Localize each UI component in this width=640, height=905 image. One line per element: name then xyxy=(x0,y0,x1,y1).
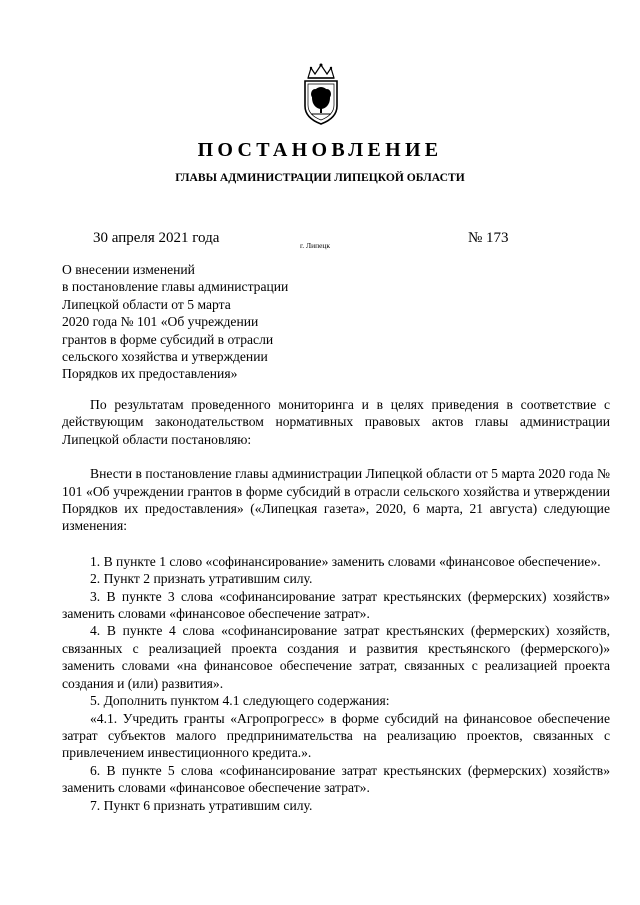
subject-line: сельского хозяйства и утверждении xyxy=(62,349,268,365)
subject-line: 2020 года № 101 «Об учреждении xyxy=(62,314,259,330)
document-number: № 173 xyxy=(468,230,509,246)
document-date: 30 апреля 2021 года xyxy=(93,230,220,246)
document-place: г. Липецк xyxy=(300,241,331,250)
preamble-paragraph: По результатам проведенного мониторинга и в целях приведения в соответствие с действующим законодательством нормативных правовых актов главы администрации Липецкой области постановляю: xyxy=(62,397,610,447)
amendment-item: 7. Пункт 6 признать утратившим силу. xyxy=(90,797,313,813)
subject-line: Порядков их предоставления» xyxy=(62,366,238,382)
subject-line: О внесении изменений xyxy=(62,262,195,277)
amendment-item: 2. Пункт 2 признать утратившим силу. xyxy=(90,571,313,587)
amendment-item: 6. В пункте 5 слова «софинансирование затрат крестьянских (фермерских) хозяйств» заменить словами «финансовое обеспечение затрат». xyxy=(62,762,610,796)
issuing-authority: ГЛАВЫ АДМИНИСТРАЦИИ ЛИПЕЦКОЙ ОБЛАСТИ xyxy=(175,171,465,184)
amendment-item: 3. В пункте 3 слова «софинансирование затрат крестьянских (фермерских) хозяйств» заменить словами «финансовое обеспечение затрат». xyxy=(62,588,610,622)
document-body xyxy=(62,396,610,814)
subject-line: грантов в форме субсидий в отрасли xyxy=(62,331,274,347)
subject-line: Липецкой области от 5 марта xyxy=(62,296,231,312)
resolution-paragraph: Внести в постановление главы администрации Липецкой области от 5 марта 2020 года № 101 «Об учреждении грантов в форме субсидий в отрасли сельского хозяйства и утверждении Порядков их предоставления» («Липецкая газета», 2020, 6 марта, 21 августа) следующие изменения: xyxy=(62,466,610,534)
amendment-item: 4. В пункте 4 слова «софинансирование затрат крестьянских (фермерских) хозяйств, связанных с реализацией проекта создания и развития крестьянского (фермерского)» заменить словами «на финансовое обеспечение затрат, связанных с реализацией проекта создания и (или) развития». xyxy=(62,623,610,691)
subject-line: в постановление главы администрации xyxy=(62,279,289,295)
amendment-quote: «4.1. Учредить гранты «Агропрогресс» в форме субсидий на финансовое обеспечение затрат субъектов малого предпринимательства на реализацию проектов, связанных с привлечением инвестиционного кредита.». xyxy=(62,710,610,761)
document-title: ПОСТАНОВЛЕНИЕ xyxy=(197,139,443,161)
coat-of-arms-emblem xyxy=(299,62,343,126)
amendment-item: 5. Дополнить пунктом 4.1 следующего содержания: xyxy=(90,693,390,709)
document-subject xyxy=(62,261,288,383)
amendment-item: 1. В пункте 1 слово «софинансирование» заменить словами «финансовое обеспечение». xyxy=(90,553,601,569)
